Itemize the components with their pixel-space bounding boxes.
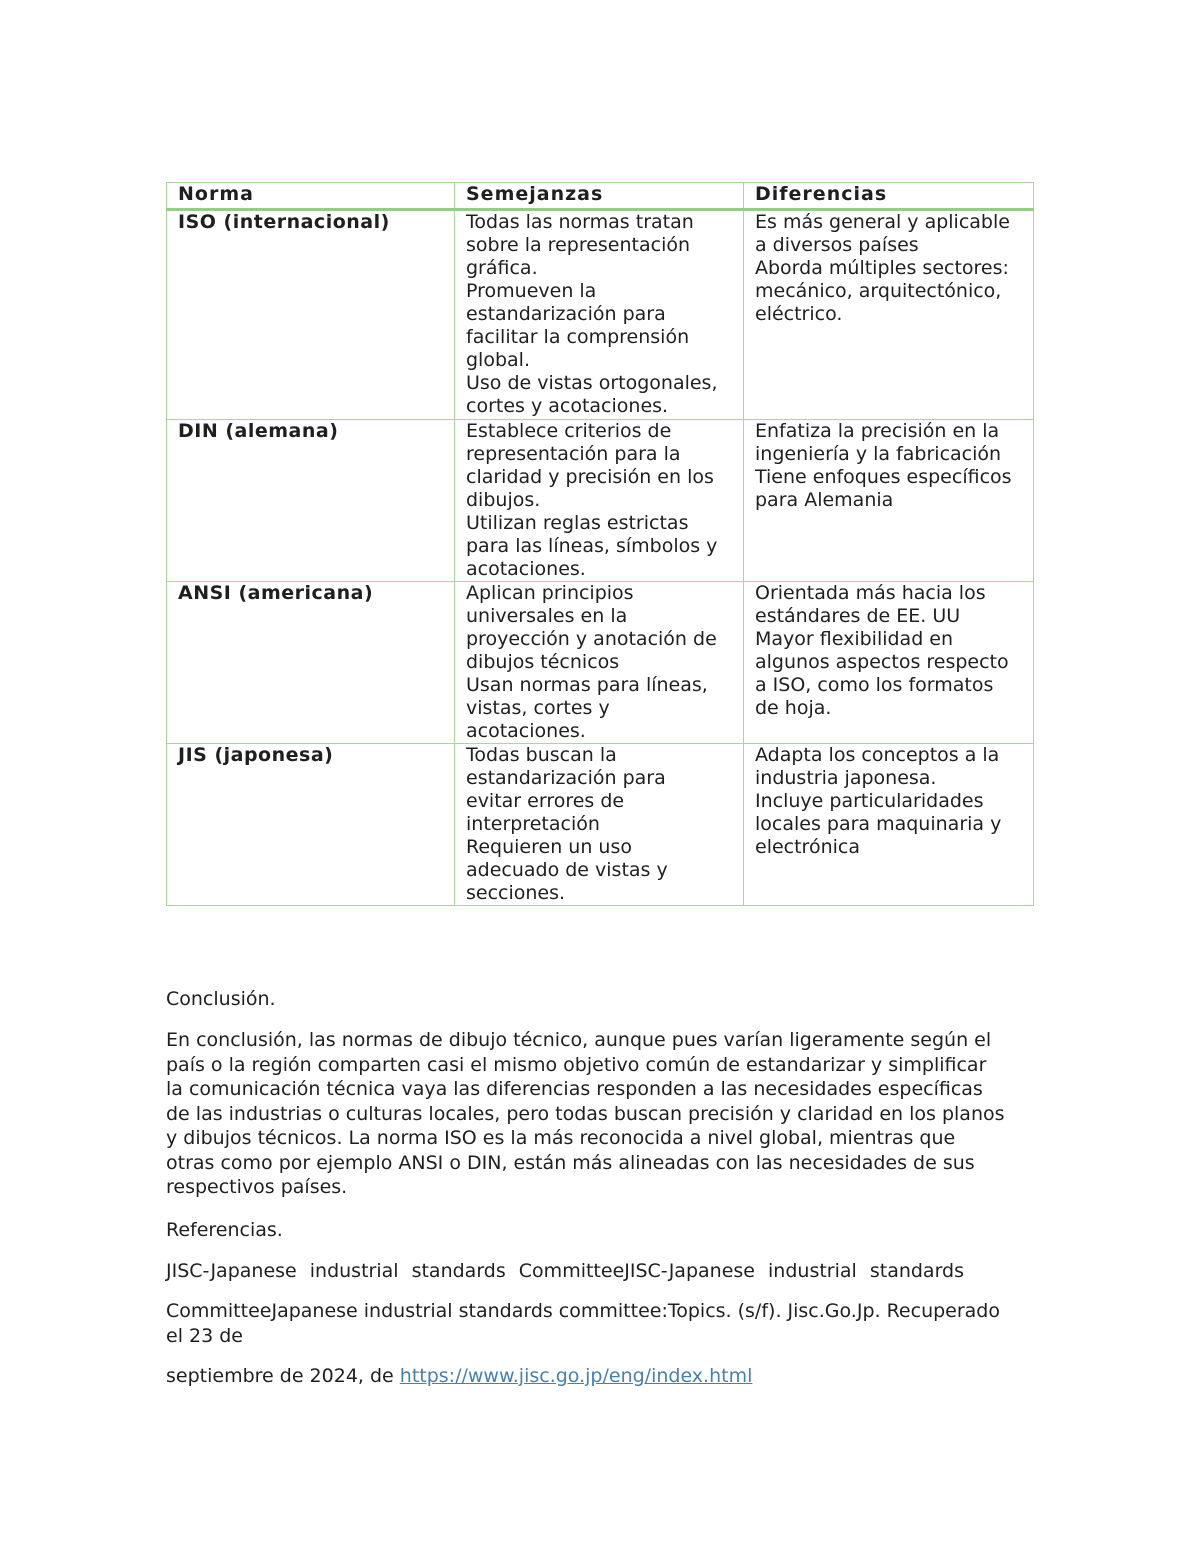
page-content bbox=[166, 182, 1033, 906]
cell-line: Incluye particularidades bbox=[755, 790, 984, 812]
table-row bbox=[167, 420, 1034, 582]
paragraph-line: En conclusión, las normas de dibujo técnico, aunque pues varían ligeramente según el bbox=[166, 1029, 992, 1051]
header-diferencias: Diferencias bbox=[744, 183, 1034, 210]
cell-line: cortes y acotaciones. bbox=[466, 395, 669, 417]
cell-line: Aplican principios bbox=[466, 582, 634, 604]
cell-line: Aborda múltiples sectores: bbox=[755, 257, 1009, 279]
header-norma: Norma bbox=[167, 183, 455, 210]
table-row bbox=[167, 582, 1034, 744]
cell-line: Uso de vistas ortogonales, bbox=[466, 372, 718, 394]
cell-line: a ISO, como los formatos bbox=[755, 674, 994, 696]
cell-line: proyección y anotación de bbox=[466, 628, 717, 650]
cell-line: industria japonesa. bbox=[755, 767, 937, 789]
table-row bbox=[167, 210, 1034, 420]
semejanzas-cell bbox=[455, 420, 744, 582]
paragraph-line: de las industrias o culturas locales, pero todas buscan precisión y claridad en los planos bbox=[166, 1102, 1005, 1125]
reference-link[interactable]: https://www.jisc.go.jp/eng/index.html bbox=[399, 1365, 753, 1387]
cell-line: universales en la bbox=[466, 605, 628, 627]
cell-line: acotaciones. bbox=[466, 720, 586, 742]
cell-line: mecánico, arquitectónico, bbox=[755, 280, 1002, 302]
retrieval-prefix: septiembre de 2024, de bbox=[166, 1365, 400, 1387]
cell-line: a diversos países bbox=[755, 234, 919, 256]
header-semejanzas: Semejanzas bbox=[455, 183, 744, 210]
cell-line: sobre la representación bbox=[466, 234, 691, 256]
diferencias-cell bbox=[744, 420, 1034, 582]
cell-line: Establece criterios de bbox=[466, 420, 672, 442]
cell-line: Utilizan reglas estrictas bbox=[466, 512, 689, 534]
cell-line: representación para la bbox=[466, 443, 681, 465]
cell-line: estandarización para bbox=[466, 303, 666, 325]
paragraph-line: país o la región comparten casi el mismo objetivo común de estandarizar y simplificar bbox=[166, 1053, 987, 1076]
cell-line: evitar errores de bbox=[466, 790, 625, 812]
cell-line: dibujos. bbox=[466, 489, 541, 511]
cell-line: vistas, cortes y bbox=[466, 697, 610, 719]
cell-line: Requieren un uso bbox=[466, 836, 632, 858]
cell-line: para las líneas, símbolos y bbox=[466, 535, 718, 557]
cell-line: Es más general y aplicable bbox=[755, 211, 1010, 233]
reference-retrieval-line bbox=[166, 1364, 1036, 1389]
table-row bbox=[167, 744, 1034, 906]
cell-line: Todas buscan la bbox=[466, 744, 617, 766]
cell-line: adecuado de vistas y bbox=[466, 859, 668, 881]
cell-line: secciones. bbox=[466, 882, 566, 904]
paragraph-line: otras como por ejemplo ANSI o DIN, están más alineadas con las necesidades de sus bbox=[166, 1151, 975, 1174]
diferencias-cell bbox=[744, 210, 1034, 420]
cell-line: estandarización para bbox=[466, 767, 666, 789]
cell-line: dibujos técnicos bbox=[466, 651, 620, 673]
conclusion-paragraph bbox=[166, 1028, 1036, 1200]
cell-line: Enfatiza la precisión en la bbox=[755, 420, 1000, 442]
cell-line: claridad y precisión en los bbox=[466, 466, 714, 488]
cell-line: locales para maquinaria y bbox=[755, 813, 1002, 835]
cell-line: gráfica. bbox=[466, 257, 538, 279]
cell-line: interpretación bbox=[466, 813, 600, 835]
references-heading: Referencias. bbox=[166, 1219, 283, 1241]
norma-cell: DIN (alemana) bbox=[167, 420, 455, 582]
diferencias-cell bbox=[744, 582, 1034, 744]
cell-line: eléctrico. bbox=[755, 303, 843, 325]
diferencias-cell bbox=[744, 744, 1034, 906]
reference-line: CommitteeJapanese industrial standards committee:Topics. (s/f). Jisc.Go.Jp. Recuperado bbox=[166, 1300, 1000, 1322]
cell-line: facilitar la comprensión bbox=[466, 326, 690, 348]
cell-line: electrónica bbox=[755, 836, 860, 858]
cell-line: para Alemania bbox=[755, 489, 894, 511]
cell-line: global. bbox=[466, 349, 530, 371]
cell-line: de hoja. bbox=[755, 697, 832, 719]
cell-line: algunos aspectos respecto bbox=[755, 651, 1009, 673]
norms-comparison-table bbox=[166, 182, 1034, 906]
paragraph-line: y dibujos técnicos. La norma ISO es la más reconocida a nivel global, mientras que bbox=[166, 1127, 956, 1149]
reference-paragraph bbox=[166, 1299, 1036, 1348]
cell-line: Promueven la bbox=[466, 280, 597, 302]
reference-line: JISC-Japanese industrial standards CommitteeJISC-Japanese industrial standards bbox=[166, 1260, 965, 1282]
cell-line: Usan normas para líneas, bbox=[466, 674, 708, 696]
cell-line: estándares de EE. UU bbox=[755, 605, 961, 627]
cell-line: Todas las normas tratan bbox=[466, 211, 694, 233]
cell-line: acotaciones. bbox=[466, 558, 586, 580]
cell-line: Adapta los conceptos a la bbox=[755, 744, 1000, 766]
norma-cell: ANSI (americana) bbox=[167, 582, 455, 744]
reference-line: el 23 de bbox=[166, 1324, 243, 1347]
cell-line: Mayor flexibilidad en bbox=[755, 628, 954, 650]
conclusion-heading: Conclusión. bbox=[166, 988, 276, 1010]
cell-line: ingeniería y la fabricación bbox=[755, 443, 1002, 465]
table-header-row bbox=[167, 183, 1034, 210]
semejanzas-cell bbox=[455, 744, 744, 906]
semejanzas-cell bbox=[455, 210, 744, 420]
norma-cell: JIS (japonesa) bbox=[167, 744, 455, 906]
cell-line: Orientada más hacia los bbox=[755, 582, 986, 604]
semejanzas-cell bbox=[455, 582, 744, 744]
norma-cell: ISO (internacional) bbox=[167, 210, 455, 420]
paragraph-line: respectivos países. bbox=[166, 1176, 348, 1198]
paragraph-line: la comunicación técnica vaya las diferencias responden a las necesidades específicas bbox=[166, 1078, 983, 1100]
cell-line: Tiene enfoques específicos bbox=[755, 466, 1012, 488]
